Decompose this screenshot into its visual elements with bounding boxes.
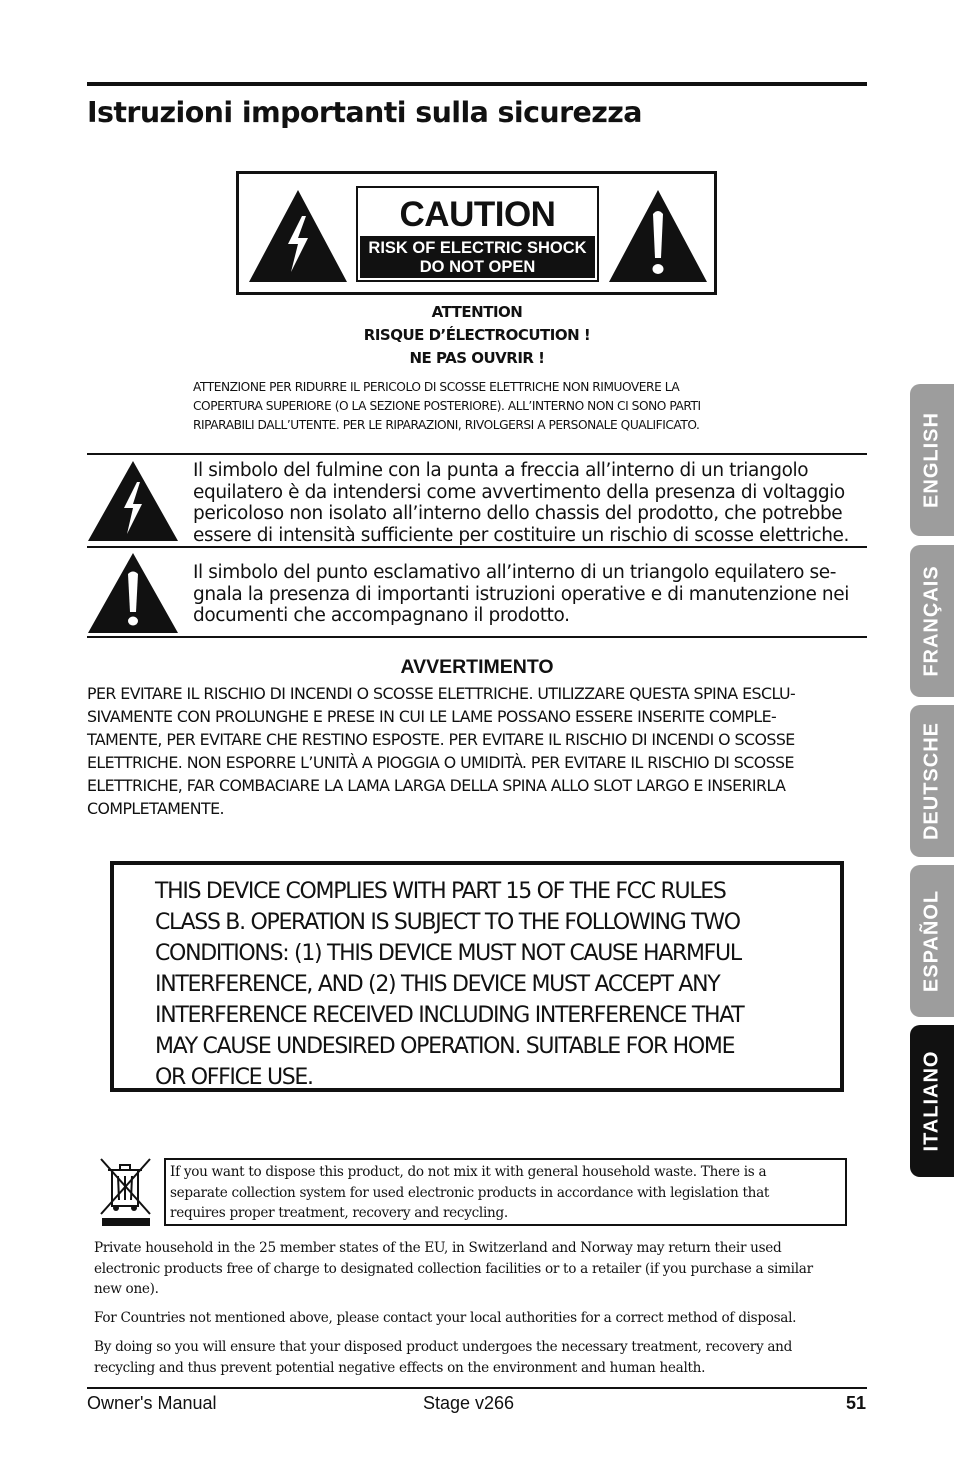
- paragraph-line: Private household in the 25 member states of the EU, in Switzerland and Norway may return their used: [94, 1240, 782, 1256]
- tab-label: ITALIANO: [920, 1050, 943, 1152]
- page-title: Istruzioni importanti sulla sicurezza: [87, 96, 642, 129]
- tab-italiano[interactable]: [910, 1025, 954, 1177]
- weee-notice-box: [164, 1158, 847, 1226]
- symbol-line: Il simbolo del fulmine con la punta a freccia all’interno di un triangolo: [193, 460, 809, 481]
- symbol-line: Il simbolo del punto esclamativo all’interno di un triangolo equilatero se-: [193, 562, 836, 583]
- symbol-line: essere di intensità sufficiente per costituire un rischio di scosse elettriche.: [193, 524, 850, 546]
- avvertimento-line: COMPLETAMENTE.: [87, 799, 225, 818]
- attenzione-line: RIPARABILI DALL’UTENTE. PER LE RIPARAZIONI, RIVOLGERSI A PERSONALE QUALIFICATO.: [193, 418, 700, 432]
- tab-espanol[interactable]: [910, 865, 954, 1017]
- paragraph-line: new one).: [94, 1281, 159, 1297]
- attention-line: ATTENTION: [431, 303, 523, 321]
- tab-label: FRANÇAIS: [920, 565, 943, 677]
- footer-model-label: Stage v266: [423, 1393, 515, 1413]
- divider: [87, 636, 867, 638]
- attenzione-text: [193, 378, 783, 435]
- symbol-line: equilatero è da intendersi come avvertimento della presenza di voltaggio: [193, 481, 845, 503]
- weee-line: requires proper treatment, recovery and recycling.: [170, 1205, 508, 1221]
- paragraph-line: electronic products free of charge to designated collection facilities or to a retailer (if you purchase a similar: [94, 1260, 813, 1277]
- caution-line: DO NOT OPEN: [419, 258, 536, 276]
- fcc-line: OR OFFICE USE.: [155, 1065, 313, 1090]
- exclamation-symbol-text: [193, 562, 867, 627]
- attenzione-line: COPERTURA SUPERIORE (O LA SEZIONE POSTERIORE). ALL’INTERNO NON CI SONO PARTI: [193, 399, 701, 413]
- avvertimento-title: AVVERTIMENTO: [400, 656, 554, 678]
- fcc-text: [155, 876, 743, 1093]
- tab-francais[interactable]: [910, 545, 954, 697]
- tab-label: ENGLISH: [920, 412, 943, 508]
- tab-label: DEUTSCHE: [920, 721, 943, 841]
- disposal-paragraph: [94, 1337, 847, 1378]
- disposal-paragraph: [94, 1308, 847, 1329]
- avvertimento-body: [87, 682, 867, 820]
- fcc-line: MAY CAUSE UNDESIRED OPERATION. SUITABLE FOR HOME: [155, 1034, 735, 1059]
- fcc-line: CLASS B. OPERATION IS SUBJECT TO THE FOLLOWING TWO: [155, 910, 740, 935]
- lightning-warning-icon: [87, 460, 179, 542]
- attention-line: RISQUE D’ÉLECTROCUTION !: [363, 326, 591, 344]
- fcc-compliance-box: [110, 861, 844, 1092]
- fcc-line: THIS DEVICE COMPLIES WITH PART 15 OF THE FCC RULES: [155, 879, 726, 904]
- paragraph-line: By doing so you will ensure that your disposed product undergoes the necessary treatment, recovery and: [94, 1339, 793, 1355]
- fcc-line: CONDITIONS: (1) THIS DEVICE MUST NOT CAUSE HARMFUL: [155, 941, 741, 966]
- paragraph-line: For Countries not mentioned above, please contact your local authorities for a correct method of disposal.: [94, 1310, 797, 1326]
- fcc-line: INTERFERENCE, AND (2) THIS DEVICE MUST ACCEPT ANY: [155, 972, 720, 997]
- exclamation-warning-icon: [607, 188, 709, 284]
- lightning-symbol-text: [193, 460, 867, 546]
- tab-label: ESPAÑOL: [920, 889, 943, 993]
- lightning-warning-icon: [247, 188, 349, 284]
- divider: [87, 546, 867, 548]
- top-rule: [87, 82, 867, 86]
- avvertimento-line: PER EVITARE IL RISCHIO DI INCENDI O SCOSSE ELETTRICHE. UTILIZZARE QUESTA SPINA ESCLU-: [87, 684, 796, 703]
- symbol-line: gnala la presenza di importanti istruzioni operative e di manutenzione nei: [193, 583, 849, 605]
- symbol-line: documenti che accompagnano il prodotto.: [193, 605, 570, 626]
- caution-band: [360, 236, 595, 278]
- avvertimento-line: TAMENTE, PER EVITARE CHE RESTINO ESPOSTE. PER EVITARE IL RISCHIO DI INCENDI O SCOSSE: [87, 730, 795, 749]
- bottom-rule: [87, 1387, 867, 1389]
- footer-manual-label: Owner's Manual: [87, 1393, 217, 1413]
- disposal-paragraph: [94, 1238, 847, 1300]
- avvertimento-line: ELETTRICHE. NON ESPORRE L’UNITÀ A PIOGGIA O UMIDITÀ. PER EVITARE IL RISCHIO DI SCOSSE: [87, 753, 794, 772]
- caution-line: RISK OF ELECTRIC SHOCK: [368, 239, 587, 257]
- page-number: 51: [845, 1393, 866, 1413]
- fcc-line: INTERFERENCE RECEIVED INCLUDING INTERFERENCE THAT: [155, 1003, 744, 1028]
- avvertimento-line: ELETTRICHE, FAR COMBACIARE LA LAMA LARGA DELLA SPINA ALLO SLOT LARGO E INSERIRLA: [87, 776, 786, 795]
- attention-line: NE PAS OUVRIR !: [409, 349, 545, 367]
- exclamation-warning-icon: [87, 552, 179, 634]
- divider: [87, 453, 867, 455]
- symbol-line: pericoloso non isolato all’interno dello chassis del prodotto, che potrebbe: [193, 503, 843, 524]
- caution-heading: CAUTION: [399, 195, 556, 234]
- weee-line: separate collection system for used electronic products in accordance with legislation that: [170, 1184, 770, 1201]
- paragraph-line: recycling and thus prevent potential negative effects on the environment and human health.: [94, 1359, 706, 1376]
- tab-english[interactable]: [910, 384, 954, 536]
- caution-label: [236, 171, 717, 295]
- attenzione-line: ATTENZIONE PER RIDURRE IL PERICOLO DI SCOSSE ELETTRICHE NON RIMUOVERE LA: [193, 380, 680, 394]
- weee-line: If you want to dispose this product, do not mix it with general household waste. There is a: [170, 1164, 767, 1180]
- caution-box: [356, 186, 599, 282]
- tab-deutsche[interactable]: [910, 705, 954, 857]
- crossed-out-bin-icon: [98, 1156, 154, 1230]
- avvertimento-line: SIVAMENTE CON PROLUNGHE E PRESE IN CUI LE LAME POSSANO ESSERE INSERITE COMPLE-: [87, 707, 777, 726]
